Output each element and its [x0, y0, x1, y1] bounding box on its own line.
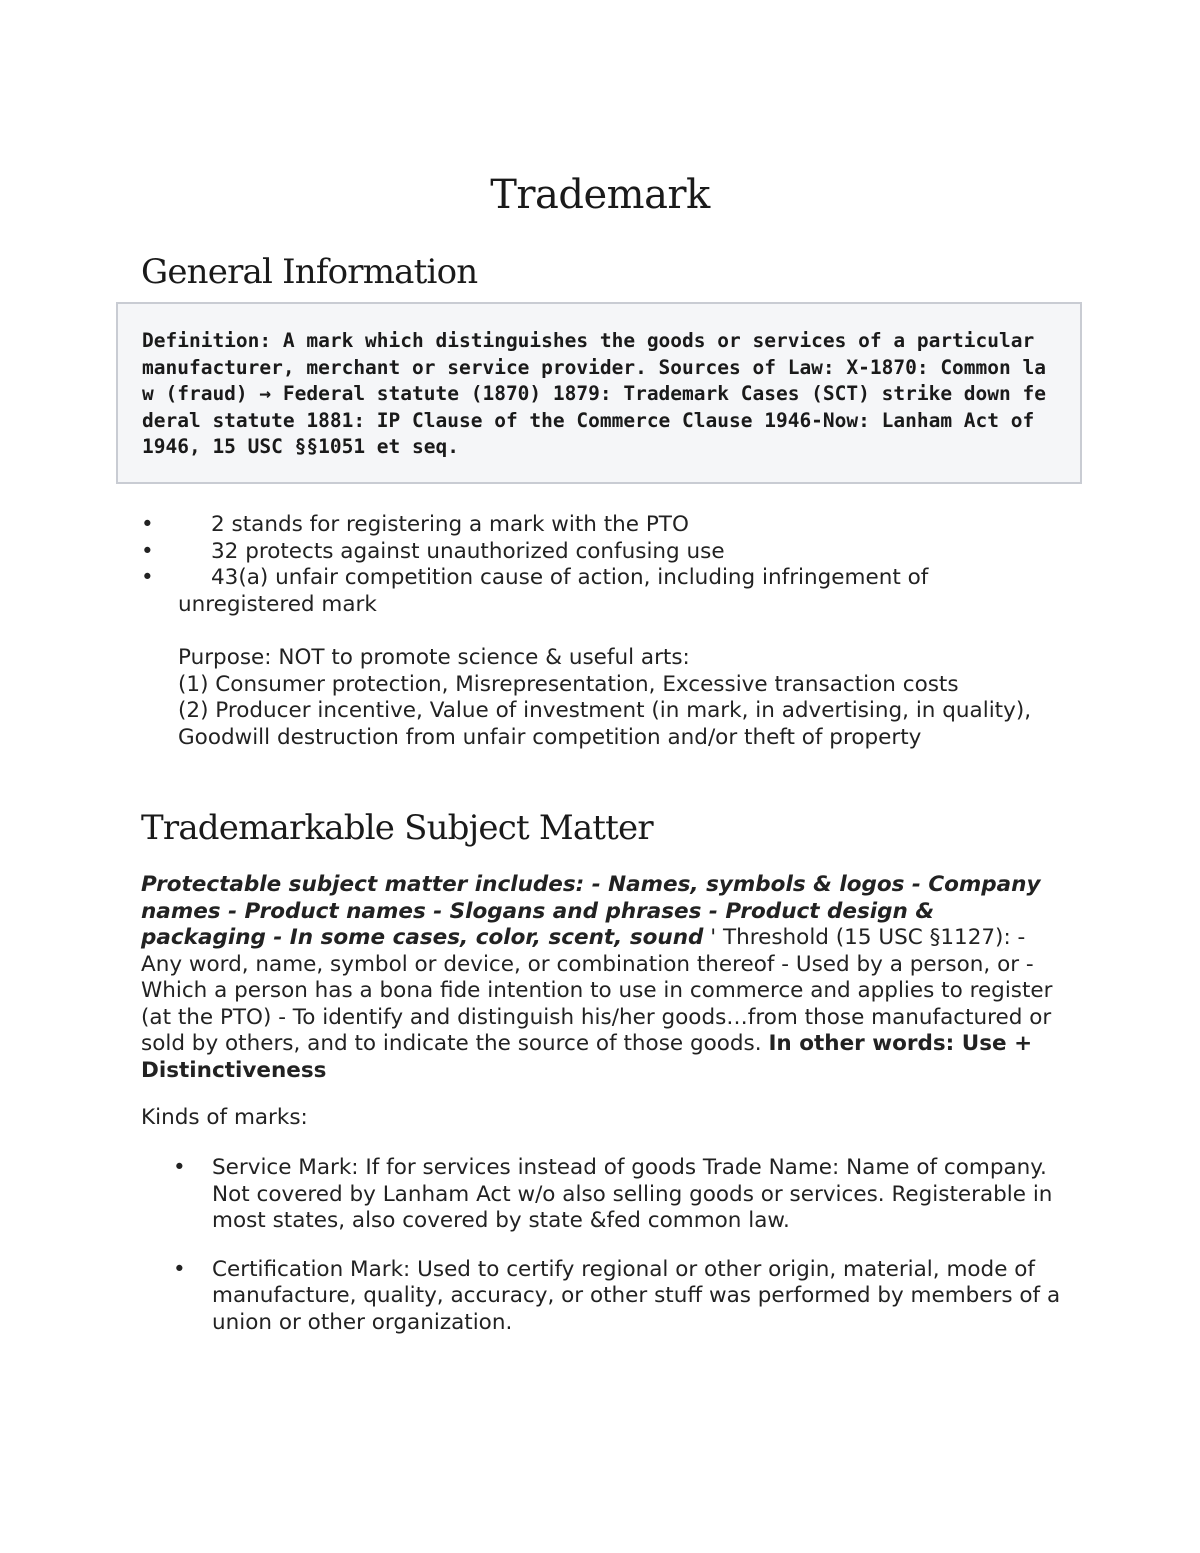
definition-text: Definition: A mark which distinguishes the goods or services of a particular manufacturer, merchant or service provider. Sources of Law: X-1870: Common law (fraud) → Federal statute (1870) 1879: Trademark Cases (SCT) strike down federal statute 1881: IP Clause of the Commerce Clause 1946-Now: Lanham Act of 1946, 15 USC §§1051 et seq. — [142, 329, 1046, 458]
list-item-text: Service Mark: If for services instead of goods Trade Name: Name of company. Not covered by Lanham Act w/o also selling goods or services. Registerable in most states, also covered by state &fed common law. — [212, 1155, 1053, 1233]
in-other-words-text: In other words: Use + Distinctiveness — [141, 1031, 1033, 1083]
list-item-text: 2 stands for registering a mark with the PTO — [211, 512, 689, 537]
bullet-icon: • — [141, 565, 154, 590]
purpose-line: (1) Consumer protection, Misrepresentation, Excessive transaction costs — [178, 671, 959, 697]
lanham-sections-list — [141, 512, 1061, 618]
kinds-of-marks-label: Kinds of marks: — [141, 1105, 308, 1130]
bullet-icon: • — [173, 1256, 186, 1282]
list-item-text: 43(a) unfair competition cause of action, including infringement of unregistered mark — [178, 565, 929, 617]
trademarkable-subject-matter-heading: Trademarkable Subject Matter — [141, 808, 653, 848]
document-title: Trademark — [490, 172, 710, 218]
threshold-text: ' Threshold (15 USC §1127): - Any word, name, symbol or device, or combination thereof - Used by a person, or - Which a person has a bona fide intention to use in commerce and applies to register (at the PTO) - To identify and distinguish his/her goods…from those manufactured or sold by others, and to indicate the source of those goods. — [141, 925, 1053, 1056]
subject-matter-paragraph — [141, 872, 1066, 1084]
list-item-text: Certification Mark: Used to certify regional or other origin, material, mode of manufacture, quality, accuracy, or other stuff was performed by members of a union or other organization. — [212, 1256, 1061, 1335]
kinds-of-marks-list — [141, 1155, 1066, 1358]
bullet-icon: • — [141, 512, 154, 537]
purpose-block — [178, 645, 1058, 751]
protectable-subject-matter-text: Protectable subject matter includes: - Names, symbols & logos - Company names - Product names - Slogans and phrases - Product design & packaging - In some cases, color, scent, sound — [141, 872, 1041, 950]
list-item — [141, 1155, 1066, 1235]
bullet-icon: • — [173, 1155, 186, 1180]
purpose-line: Purpose: NOT to promote science & useful arts: — [178, 645, 690, 670]
list-item — [141, 1257, 1066, 1337]
list-item — [141, 565, 1061, 618]
purpose-line: (2) Producer incentive, Value of investment (in mark, in advertising, in quality), Goodwill destruction from unfair competition and/or theft of property — [178, 698, 1032, 750]
list-item-text: 32 protects against unauthorized confusing use — [211, 538, 725, 564]
bullet-icon: • — [141, 538, 154, 564]
list-item — [141, 539, 1061, 566]
general-information-heading: General Information — [141, 252, 478, 292]
definition-box — [116, 302, 1082, 484]
list-item — [141, 512, 1061, 539]
